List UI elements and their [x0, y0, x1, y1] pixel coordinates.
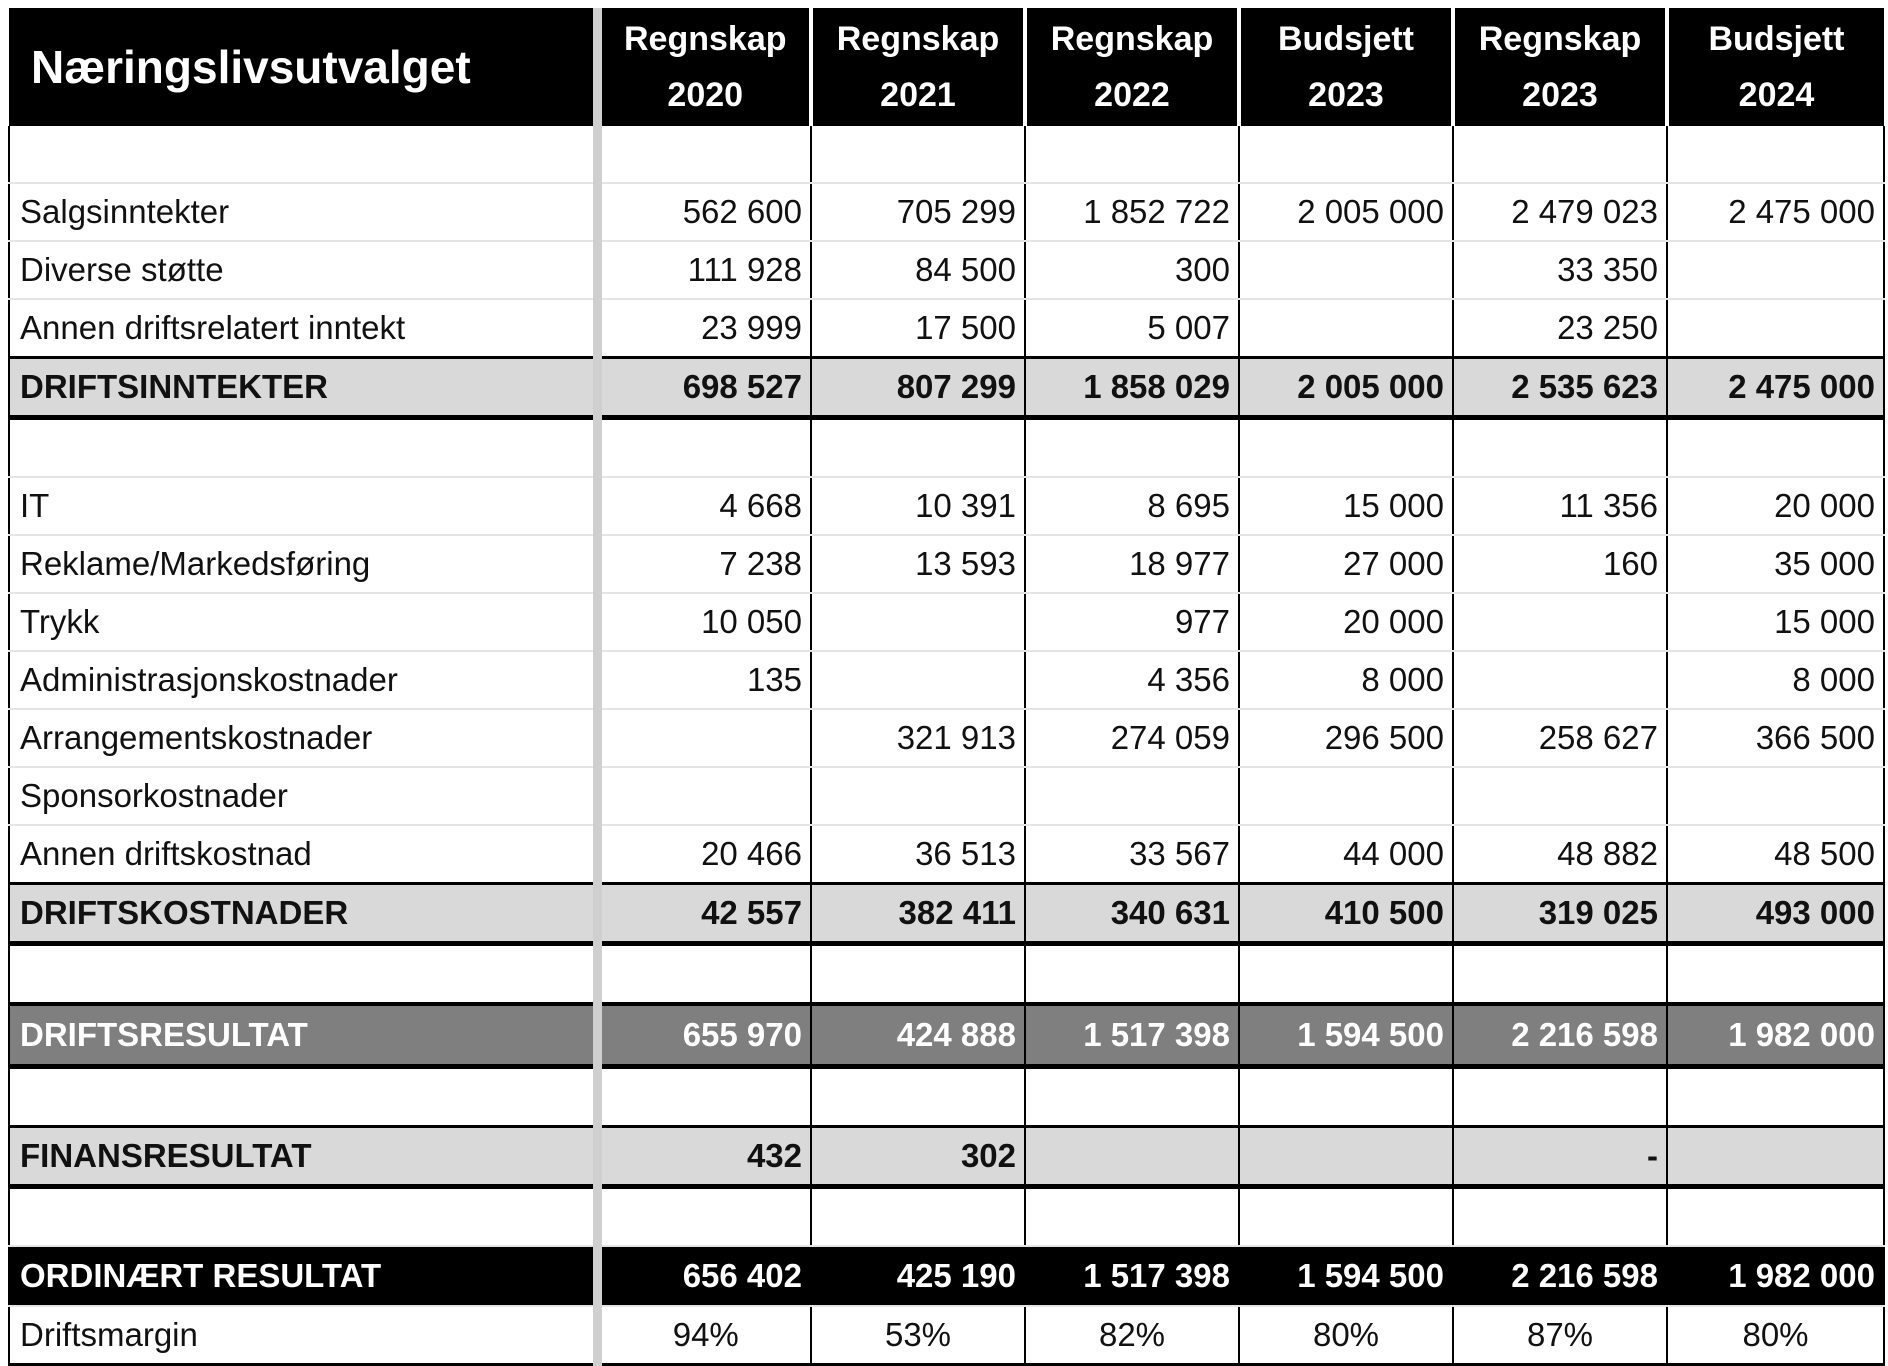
table-row: [9, 825, 1884, 884]
ordinary-result-row: [9, 1246, 1884, 1306]
value-cell: [1453, 126, 1667, 183]
value-cell: [1667, 944, 1884, 1005]
spacer-row: [9, 944, 1884, 1005]
value-cell: 23 999: [597, 299, 811, 358]
value-cell: [1667, 241, 1884, 299]
value-cell: 13 593: [811, 535, 1025, 593]
value-cell: 1 594 500: [1239, 1246, 1453, 1306]
value-cell: 366 500: [1667, 709, 1884, 767]
subtotal-row: [9, 1127, 1884, 1187]
value-cell: 493 000: [1667, 884, 1884, 944]
value-cell: 1 594 500: [1239, 1004, 1453, 1067]
value-cell: 425 190: [811, 1246, 1025, 1306]
row-label: [9, 1187, 597, 1247]
value-cell: [1453, 1187, 1667, 1247]
table-row: [9, 709, 1884, 767]
value-cell: [597, 944, 811, 1005]
value-cell: 33 350: [1453, 241, 1667, 299]
value-cell: [1239, 767, 1453, 825]
value-cell: [597, 1187, 811, 1247]
value-cell: [597, 709, 811, 767]
row-label: Driftsmargin: [9, 1306, 597, 1365]
table-body: [9, 126, 1884, 1365]
value-cell: 2 005 000: [1239, 358, 1453, 418]
table-row: [9, 183, 1884, 241]
value-cell: [1025, 767, 1239, 825]
row-label: IT: [9, 477, 597, 535]
spacer-row: [9, 1067, 1884, 1127]
value-cell: [1453, 944, 1667, 1005]
value-cell: [1025, 1067, 1239, 1127]
value-cell: [1667, 418, 1884, 478]
value-cell: 1 852 722: [1025, 183, 1239, 241]
value-cell: [597, 126, 811, 183]
row-label: Annen driftskostnad: [9, 825, 597, 884]
spacer-row: [9, 1187, 1884, 1247]
value-cell: [1667, 126, 1884, 183]
table-row: [9, 477, 1884, 535]
column-header: Budsjett 2024: [1667, 8, 1884, 126]
value-cell: 2 479 023: [1453, 183, 1667, 241]
value-cell: [1025, 1127, 1239, 1187]
value-cell: [1453, 767, 1667, 825]
value-cell: 296 500: [1239, 709, 1453, 767]
value-cell: 2 475 000: [1667, 183, 1884, 241]
value-cell: 655 970: [597, 1004, 811, 1067]
value-cell: 656 402: [597, 1246, 811, 1306]
value-cell: 4 668: [597, 477, 811, 535]
sheet-title: Næringslivsutvalget: [9, 8, 597, 126]
value-cell: 48 882: [1453, 825, 1667, 884]
value-cell: 33 567: [1025, 825, 1239, 884]
value-cell: 17 500: [811, 299, 1025, 358]
value-cell: [811, 1067, 1025, 1127]
value-cell: 80%: [1239, 1306, 1453, 1365]
value-cell: [1453, 651, 1667, 709]
subtotal-row: [9, 884, 1884, 944]
value-cell: [1239, 1127, 1453, 1187]
value-cell: 53%: [811, 1306, 1025, 1365]
value-cell: [1453, 593, 1667, 651]
value-cell: [1239, 1067, 1453, 1127]
column-header: Budsjett 2023: [1239, 8, 1453, 126]
spacer-row: [9, 126, 1884, 183]
value-cell: [811, 767, 1025, 825]
value-cell: 84 500: [811, 241, 1025, 299]
row-label: DRIFTSRESULTAT: [9, 1004, 597, 1067]
value-cell: 87%: [1453, 1306, 1667, 1365]
table-row: [9, 651, 1884, 709]
value-cell: 410 500: [1239, 884, 1453, 944]
value-cell: -: [1453, 1127, 1667, 1187]
table-row: [9, 299, 1884, 358]
value-cell: 42 557: [597, 884, 811, 944]
value-cell: [1025, 418, 1239, 478]
value-cell: 44 000: [1239, 825, 1453, 884]
value-cell: 319 025: [1453, 884, 1667, 944]
table-row: [9, 241, 1884, 299]
value-cell: 10 391: [811, 477, 1025, 535]
value-cell: 1 858 029: [1025, 358, 1239, 418]
value-cell: [811, 126, 1025, 183]
table-row: [9, 593, 1884, 651]
value-cell: [1667, 299, 1884, 358]
value-cell: 2 475 000: [1667, 358, 1884, 418]
value-cell: [1453, 418, 1667, 478]
row-label: FINANSRESULTAT: [9, 1127, 597, 1187]
row-label: Arrangementskostnader: [9, 709, 597, 767]
value-cell: [811, 1187, 1025, 1247]
row-label: Salgsinntekter: [9, 183, 597, 241]
value-cell: [1239, 944, 1453, 1005]
value-cell: 977: [1025, 593, 1239, 651]
margin-row: [9, 1306, 1884, 1365]
row-label: [9, 1067, 597, 1127]
value-cell: [1239, 241, 1453, 299]
value-cell: 1 517 398: [1025, 1246, 1239, 1306]
value-cell: [1453, 1067, 1667, 1127]
row-label: DRIFTSKOSTNADER: [9, 884, 597, 944]
value-cell: [1239, 126, 1453, 183]
value-cell: [811, 593, 1025, 651]
value-cell: [811, 418, 1025, 478]
subtotal-row: [9, 358, 1884, 418]
value-cell: 20 000: [1239, 593, 1453, 651]
value-cell: [1239, 418, 1453, 478]
value-cell: 562 600: [597, 183, 811, 241]
value-cell: [1239, 1187, 1453, 1247]
value-cell: [1025, 1187, 1239, 1247]
value-cell: 2 216 598: [1453, 1004, 1667, 1067]
table-row: [9, 535, 1884, 593]
budget-sheet: [8, 8, 1883, 1353]
value-cell: [597, 418, 811, 478]
value-cell: 1 517 398: [1025, 1004, 1239, 1067]
value-cell: 8 695: [1025, 477, 1239, 535]
value-cell: 2 005 000: [1239, 183, 1453, 241]
header-row: [9, 8, 1884, 126]
value-cell: 15 000: [1667, 593, 1884, 651]
value-cell: 36 513: [811, 825, 1025, 884]
value-cell: 27 000: [1239, 535, 1453, 593]
value-cell: [597, 767, 811, 825]
value-cell: 82%: [1025, 1306, 1239, 1365]
spacer-row: [9, 418, 1884, 478]
value-cell: 15 000: [1239, 477, 1453, 535]
value-cell: 321 913: [811, 709, 1025, 767]
row-label: [9, 944, 597, 1005]
value-cell: [1667, 1127, 1884, 1187]
value-cell: 5 007: [1025, 299, 1239, 358]
value-cell: 111 928: [597, 241, 811, 299]
value-cell: 160: [1453, 535, 1667, 593]
value-cell: 698 527: [597, 358, 811, 418]
value-cell: 48 500: [1667, 825, 1884, 884]
value-cell: 10 050: [597, 593, 811, 651]
value-cell: 11 356: [1453, 477, 1667, 535]
budget-table: [8, 8, 1885, 1366]
result-row: [9, 1004, 1884, 1067]
value-cell: 302: [811, 1127, 1025, 1187]
value-cell: 18 977: [1025, 535, 1239, 593]
value-cell: [811, 651, 1025, 709]
value-cell: 4 356: [1025, 651, 1239, 709]
column-header: Regnskap 2020: [597, 8, 811, 126]
row-label: DRIFTSINNTEKTER: [9, 358, 597, 418]
value-cell: 1 982 000: [1667, 1004, 1884, 1067]
value-cell: 2 216 598: [1453, 1246, 1667, 1306]
value-cell: 382 411: [811, 884, 1025, 944]
value-cell: 8 000: [1239, 651, 1453, 709]
row-label: [9, 418, 597, 478]
row-label: Diverse støtte: [9, 241, 597, 299]
value-cell: [811, 944, 1025, 1005]
value-cell: [597, 1067, 811, 1127]
value-cell: 300: [1025, 241, 1239, 299]
row-label: Trykk: [9, 593, 597, 651]
row-label: Sponsorkostnader: [9, 767, 597, 825]
value-cell: 340 631: [1025, 884, 1239, 944]
column-header: Regnskap 2023: [1453, 8, 1667, 126]
value-cell: 424 888: [811, 1004, 1025, 1067]
value-cell: 705 299: [811, 183, 1025, 241]
row-label: Reklame/Markedsføring: [9, 535, 597, 593]
value-cell: 274 059: [1025, 709, 1239, 767]
value-cell: 94%: [597, 1306, 811, 1365]
value-cell: [1667, 767, 1884, 825]
column-header: Regnskap 2022: [1025, 8, 1239, 126]
value-cell: 135: [597, 651, 811, 709]
value-cell: 432: [597, 1127, 811, 1187]
value-cell: 20 466: [597, 825, 811, 884]
value-cell: [1025, 126, 1239, 183]
row-label: Annen driftsrelatert inntekt: [9, 299, 597, 358]
value-cell: 80%: [1667, 1306, 1884, 1365]
column-header: Regnskap 2021: [811, 8, 1025, 126]
value-cell: 1 982 000: [1667, 1246, 1884, 1306]
row-label: [9, 126, 597, 183]
value-cell: [1239, 299, 1453, 358]
value-cell: 2 535 623: [1453, 358, 1667, 418]
value-cell: 35 000: [1667, 535, 1884, 593]
value-cell: 23 250: [1453, 299, 1667, 358]
value-cell: 20 000: [1667, 477, 1884, 535]
value-cell: [1667, 1067, 1884, 1127]
value-cell: [1667, 1187, 1884, 1247]
value-cell: [1025, 944, 1239, 1005]
value-cell: 7 238: [597, 535, 811, 593]
row-label: Administrasjonskostnader: [9, 651, 597, 709]
value-cell: 8 000: [1667, 651, 1884, 709]
row-label: ORDINÆRT RESULTAT: [9, 1246, 597, 1306]
table-row: [9, 767, 1884, 825]
value-cell: 258 627: [1453, 709, 1667, 767]
value-cell: 807 299: [811, 358, 1025, 418]
